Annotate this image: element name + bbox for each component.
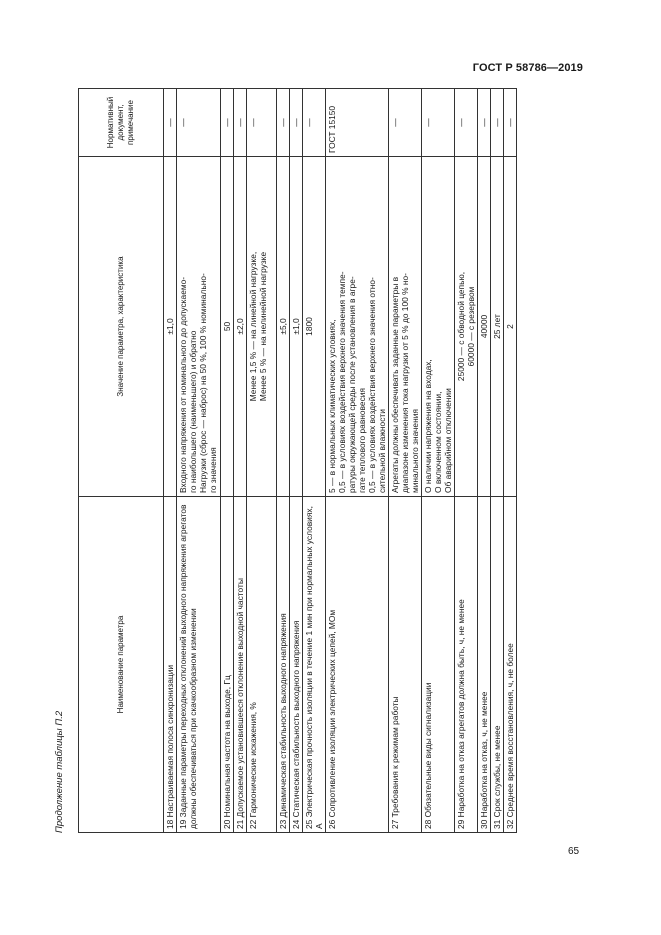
page-number: 65 [568,846,580,857]
parameter-value-cell [422,157,455,497]
table-row [290,89,303,833]
value-line: 25 лет [492,314,502,339]
table-row [504,89,517,833]
parameter-name-cell: 25 Электрическая прочность изоляции в течение 1 мин при нормальных условиях, А [303,497,326,833]
value-line: ±2,0 [235,318,245,335]
document-cell: — [389,89,422,157]
parameter-name-cell: 20 Номинальная частота на выходе, Гц [221,497,234,833]
value-line: ±1,0 [165,318,175,335]
document-cell: — [164,89,177,157]
parameter-name-cell: 24 Статическая стабильность выходного напряжения [290,497,303,833]
parameters-table [78,88,517,833]
document-standard-header: ГОСТ Р 58786—2019 [472,62,583,74]
parameter-name-cell: 19 Заданные параметры переходных отклонений выходного напряжения агрегатов должны обеспечиваться при скачкообразном изменении [177,497,221,833]
document-cell: — [290,89,303,157]
parameter-name-cell: 31 Срок службы, не менее [491,497,504,833]
column-header-name: Наименование параметра [79,497,164,833]
parameter-value-cell [277,157,290,497]
parameter-value-cell [290,157,303,497]
table-row [326,89,389,833]
parameter-name-cell: 23 Динамическая стабильность выходного напряжения [277,497,290,833]
parameter-value-cell [504,157,517,497]
value-line: 1800 [304,317,314,336]
document-cell: — [303,89,326,157]
value-line: 0,5 — в условиях воздействия верхнего значения темпе- [337,271,347,493]
table-caption: Продолжение таблицы П.2 [54,710,65,833]
parameter-value-cell [247,157,277,497]
parameter-name-cell: 18 Настраиваемая полоса синхронизации [164,497,177,833]
parameter-value-cell [303,157,326,497]
parameter-value-cell [478,157,491,497]
value-line: Менее 1,5 % — на линейной нагрузке, [248,251,258,402]
parameter-name-cell: 28 Обязательные виды сигнализации [422,497,455,833]
table-row [455,89,478,833]
parameter-value-cell [234,157,247,497]
document-cell: — [234,89,247,157]
table-header-row [79,89,164,833]
parameter-name-cell: 27 Требования к режимам работы [389,497,422,833]
parameter-value-cell [326,157,389,497]
parameter-value-cell [455,157,478,497]
value-line: ±1,0 [291,318,301,335]
value-line: 0,5 — в условиях воздействия верхнего значения отно- [367,277,377,493]
table-body [164,89,517,833]
value-line: О включенном состоянии, [433,391,443,493]
parameter-name-cell: 30 Наработка на отказ, ч, не менее [478,497,491,833]
value-line: Агрегаты должны обеспечивать заданные параметры в [390,276,400,493]
value-line: О наличии напряжения на входах, [423,359,433,493]
value-line: Нагрузки (сброс — наброс) на 50 %, 100 % номинально- [198,273,208,493]
value-line: сительной влажности [377,409,387,493]
parameter-name-cell: 26 Сопротивление изоляции электрических цепей, МОм [326,497,389,833]
table-row [221,89,234,833]
column-header-value: Значение параметра, характеристика [79,157,164,497]
value-line: Входного напряжения от номинального до допускаемо- [178,276,188,493]
document-cell: — [221,89,234,157]
table-row [422,89,455,833]
value-line: ±5,0 [278,318,288,335]
value-line: 2 [505,324,515,329]
value-line: 25000 — с обводной цепью, [456,271,466,382]
parameter-name-cell: 21 Допускаемое установившееся отклонение выходной частоты [234,497,247,833]
document-cell: — [478,89,491,157]
value-line: Об аварийном отключении [443,388,453,493]
rotated-table-region [46,89,542,833]
document-cell: — [455,89,478,157]
value-line: 5 — в нормальных климатических условиях, [327,319,337,493]
value-line: го наибольшего (наименьшего) и обратно [188,330,198,493]
parameter-value-cell [491,157,504,497]
parameter-value-cell [177,157,221,497]
table-row [164,89,177,833]
value-line: 60000 — с резервом [466,286,476,367]
table-row [389,89,422,833]
value-line: 40000 [479,314,489,339]
column-header-document: Нормативный документ, примечание [79,89,164,157]
table-row [247,89,277,833]
table-row [491,89,504,833]
value-line: 50 [222,321,232,332]
value-line: минального значения [410,409,420,493]
value-line: Менее 5 % — на нелинейной нагрузке [258,251,268,402]
value-line: ратуры окружающей среды после установления в агре- [347,276,357,493]
table-row [234,89,247,833]
document-cell: — [504,89,517,157]
table-row [303,89,326,833]
parameter-value-cell [221,157,234,497]
table-row [277,89,290,833]
document-cell: ГОСТ 15150 [326,89,389,157]
document-cell: — [177,89,221,157]
document-cell: — [422,89,455,157]
parameter-name-cell: 22 Гармонические искажения, % [247,497,277,833]
parameter-value-cell [389,157,422,497]
table-row [177,89,221,833]
parameter-name-cell: 32 Среднее время восстановления, ч, не более [504,497,517,833]
document-cell: — [247,89,277,157]
value-line: гате теплового равновесия [357,388,367,493]
value-line: го значения [208,447,218,493]
parameter-value-cell [164,157,177,497]
document-cell: — [491,89,504,157]
parameter-name-cell: 29 Наработка на отказ агрегатов должна быть, ч, не менее [455,497,478,833]
document-cell: — [277,89,290,157]
value-line: диапазоне изменения тока нагрузки от 5 % до 100 % но- [400,273,410,493]
table-row [478,89,491,833]
